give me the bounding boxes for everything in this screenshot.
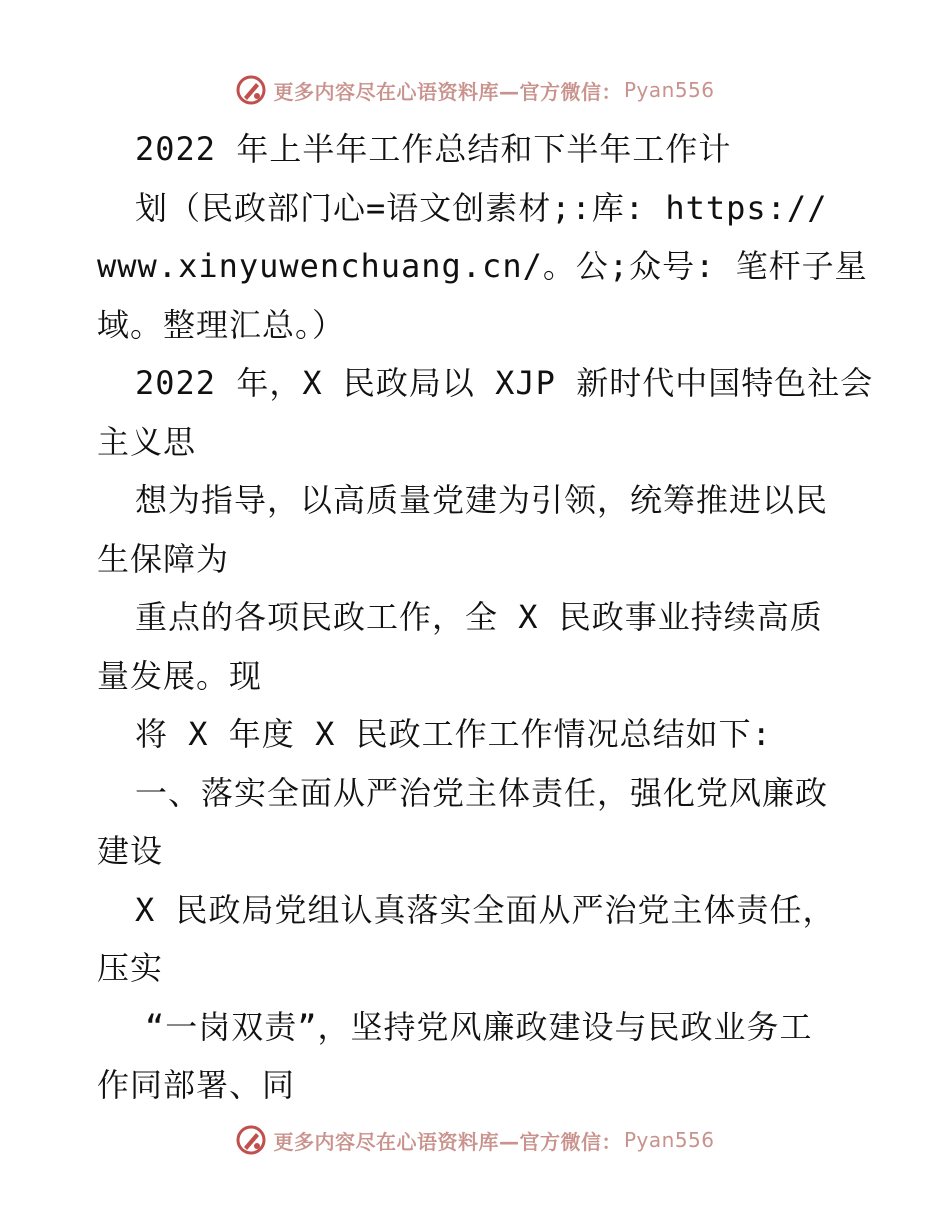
- watermark-wechat-id: Pyan556: [623, 78, 715, 102]
- section-heading-line: 建设: [97, 832, 164, 870]
- paragraph-line: 重点的各项民政工作，全 X 民政事业持续高质: [135, 598, 823, 636]
- paragraph-line: 主义思: [97, 422, 197, 461]
- paragraph-line: 量发展。现: [97, 656, 263, 695]
- paragraph-line: 压实: [97, 949, 164, 987]
- title-line-2: 划（民政部门心=语文创素材;:库: https://: [135, 188, 828, 227]
- pen-logo-icon: [235, 1124, 267, 1156]
- paragraph-line: 作同部署、同: [97, 1066, 296, 1104]
- watermark-text: 更多内容尽在心语资料库—官方微信：: [273, 1129, 622, 1154]
- title-line-1: 2022 年上半年工作总结和下半年工作计: [135, 130, 732, 168]
- watermark-wechat-id: Pyan556: [623, 1128, 715, 1152]
- header-watermark: [0, 70, 950, 110]
- paragraph-line: 生保障为: [97, 539, 230, 578]
- paragraph-line: 想为指导，以高质量党建为引领，统筹推进以民: [135, 481, 829, 519]
- title-line-4: 域。整理汇总。）: [97, 305, 346, 344]
- paragraph-line: X 民政局党组认真落实全面从严治党主体责任，: [135, 890, 836, 929]
- document-body: [97, 120, 877, 1115]
- pen-logo-icon: [235, 74, 267, 106]
- watermark-text: 更多内容尽在心语资料库—官方微信：: [273, 79, 622, 104]
- title-line-3: www.xinyuwenchuang.cn/。公;众号: 笔杆子星: [97, 247, 868, 285]
- footer-watermark: [0, 1120, 950, 1160]
- paragraph-line: 将 X 年度 X 民政工作工作情况总结如下:: [135, 715, 772, 753]
- paragraph-line: “一岗双责”，坚持党风廉政建设与民政业务工: [145, 1007, 813, 1046]
- paragraph-line: 2022 年，X 民政局以 XJP 新时代中国特色社会: [135, 364, 874, 402]
- section-heading-line: 一、落实全面从严治党主体责任，强化党风廉政: [135, 773, 829, 812]
